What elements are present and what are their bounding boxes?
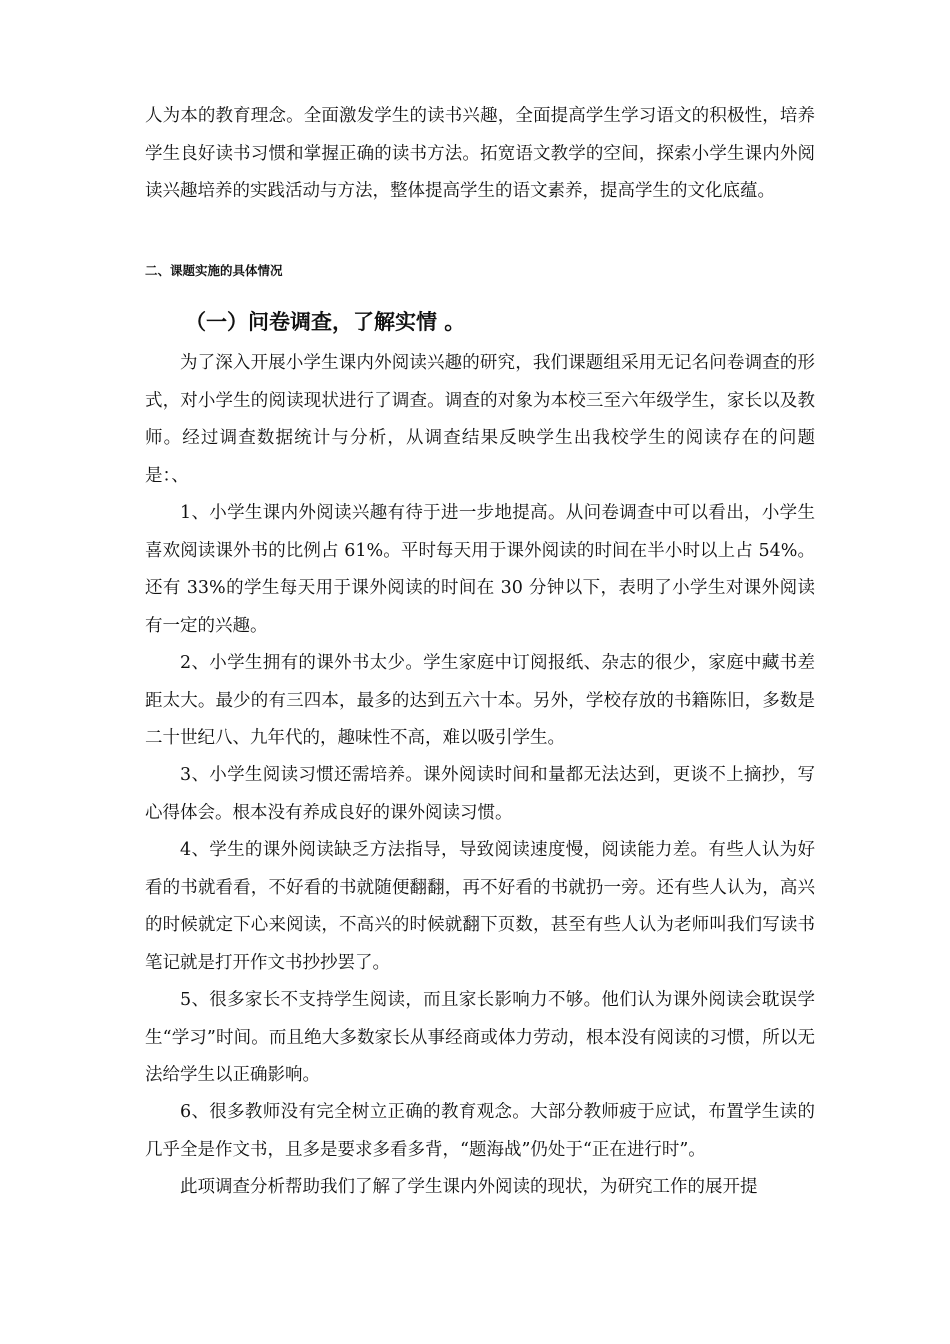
finding-6-paragraph: 6、很多教师没有完全树立正确的教育观念。大部分教师疲于应试，布置学生读的几乎全是作文书，且多是要求多看多背，“题海战”仍处于“正在进行时”。 [145,1102,815,1160]
finding-1-paragraph: 1、小学生课内外阅读兴趣有待于进一步地提高。从问卷调查中可以看出，小学生喜欢阅读课外书的比例占 61%。平时每天用于课外阅读的时间在半小时以上占 54%。还有 33%的学生每天用于课外阅读的时间在 30 分钟以下，表明了小学生对课外阅读有一定的兴趣。 [145,503,815,636]
survey-intro-paragraph: 为了深入开展小学生课内外阅读兴趣的研究，我们课题组采用无记名问卷调查的形式，对小学生的阅读现状进行了调查。调查的对象为本校三至六年级学生，家长以及教师。经过调查数据统计与分析，从调查结果反映学生出我校学生的阅读存在的问题是：、 [145,353,815,486]
subsection-heading: （一）问卷调查，了解实情 。 [185,310,466,334]
finding-5-paragraph: 5、很多家长不支持学生阅读，而且家长影响力不够。他们认为课外阅读会耽误学生“学习”时间。而且绝大多数家长从事经商或体力劳动，根本没有阅读的习惯，所以无法给学生以正确影响。 [145,990,815,1085]
conclusion-paragraph: 此项调查分析帮助我们了解了学生课内外阅读的现状，为研究工作的展开提 [180,1177,758,1197]
section-heading: 二、课题实施的具体情况 [145,263,283,278]
finding-3-paragraph: 3、小学生阅读习惯还需培养。课外阅读时间和量都无法达到，更谈不上摘抄，写心得体会。根本没有养成良好的课外阅读习惯。 [145,765,815,823]
finding-2-paragraph: 2、小学生拥有的课外书太少。学生家庭中订阅报纸、杂志的很少，家庭中藏书差距太大。最少的有三四本，最多的达到五六十本。另外，学校存放的书籍陈旧，多数是二十世纪八、九年代的，趣味性不高，难以吸引学生。 [145,653,815,748]
finding-4-paragraph: 4、学生的课外阅读缺乏方法指导，导致阅读速度慢，阅读能力差。有些人认为好看的书就看看，不好看的书就随便翻翻，再不好看的书就扔一旁。还有些人认为，高兴的时候就定下心来阅读，不高兴的时候就翻下页数，甚至有些人认为老师叫我们写读书笔记就是打开作文书抄抄罢了。 [145,840,815,973]
intro-paragraph: 人为本的教育理念。全面激发学生的读书兴趣，全面提高学生学习语文的积极性，培养学生良好读书习惯和掌握正确的读书方法。拓宽语文教学的空间，探索小学生课内外阅读兴趣培养的实践活动与方法，整体提高学生的语文素养，提高学生的文化底蕴。 [145,106,815,201]
